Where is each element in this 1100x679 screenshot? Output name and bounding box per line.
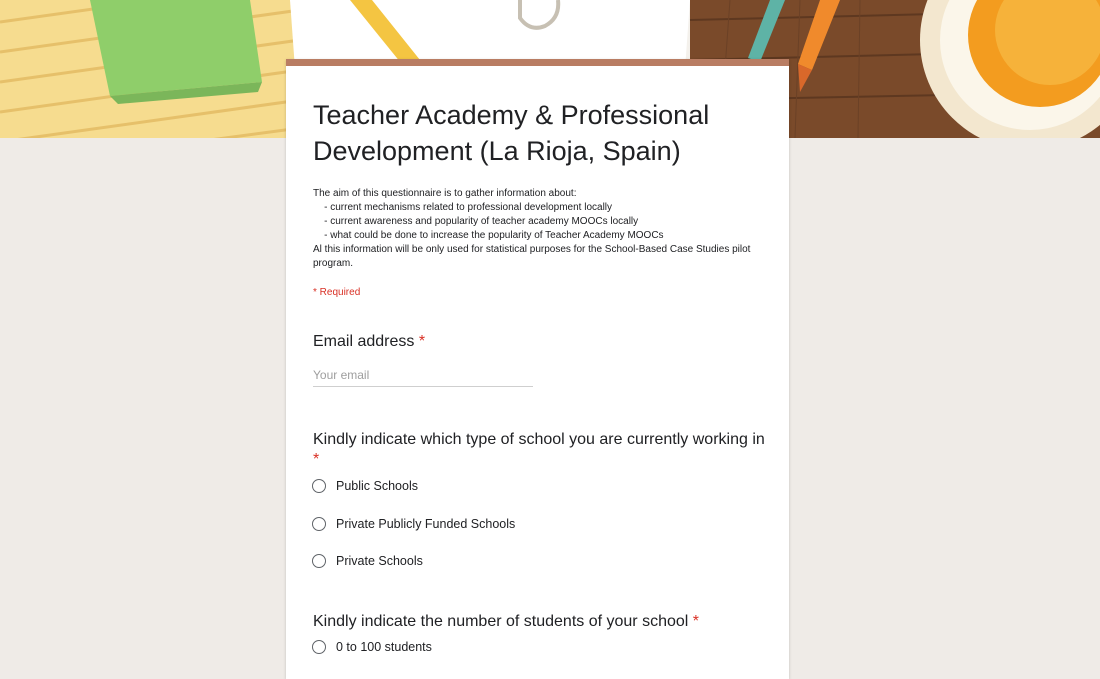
question-school-type-label: Kindly indicate which type of school you are currently working in	[313, 431, 765, 448]
required-note: * Required	[313, 287, 361, 298]
form-card	[286, 59, 789, 679]
question-email-title	[313, 332, 773, 352]
radio-option-private-schools[interactable]	[312, 551, 423, 571]
radio-option-public-schools[interactable]	[312, 476, 418, 496]
radio-button[interactable]	[312, 479, 326, 493]
description-bullet: - current awareness and popularity of teacher academy MOOCs locally	[313, 216, 639, 227]
radio-option-private-publicly-funded[interactable]	[312, 514, 515, 534]
description-bullet: - what could be done to increase the popularity of Teacher Academy MOOCs	[313, 230, 664, 241]
radio-label: 0 to 100 students	[336, 640, 432, 654]
radio-label: Public Schools	[336, 479, 418, 493]
form-description	[313, 187, 773, 271]
email-input[interactable]	[313, 364, 533, 387]
radio-label: Private Schools	[336, 554, 423, 568]
required-star: *	[313, 451, 320, 468]
question-email-label: Email address	[313, 333, 415, 350]
form-title: Teacher Academy & Professional Development (La Rioja, Spain)	[313, 100, 710, 166]
description-bullet: - current mechanisms related to professional development locally	[313, 202, 613, 213]
radio-button[interactable]	[312, 554, 326, 568]
question-students-title	[313, 612, 773, 632]
description-intro: The aim of this questionnaire is to gather information about:	[313, 188, 577, 199]
radio-button[interactable]	[312, 517, 326, 531]
required-star: *	[692, 613, 700, 630]
radio-label: Private Publicly Funded Schools	[336, 517, 516, 531]
description-closing: Al this information will be only used for statistical purposes for the School-Based Case Studies pilot program.	[313, 244, 751, 269]
radio-option-0-to-100-students[interactable]	[312, 637, 432, 657]
required-star: *	[418, 333, 426, 350]
question-school-type-title	[313, 430, 773, 470]
radio-button[interactable]	[312, 640, 326, 654]
question-students-label: Kindly indicate the number of students of your school	[313, 613, 689, 630]
